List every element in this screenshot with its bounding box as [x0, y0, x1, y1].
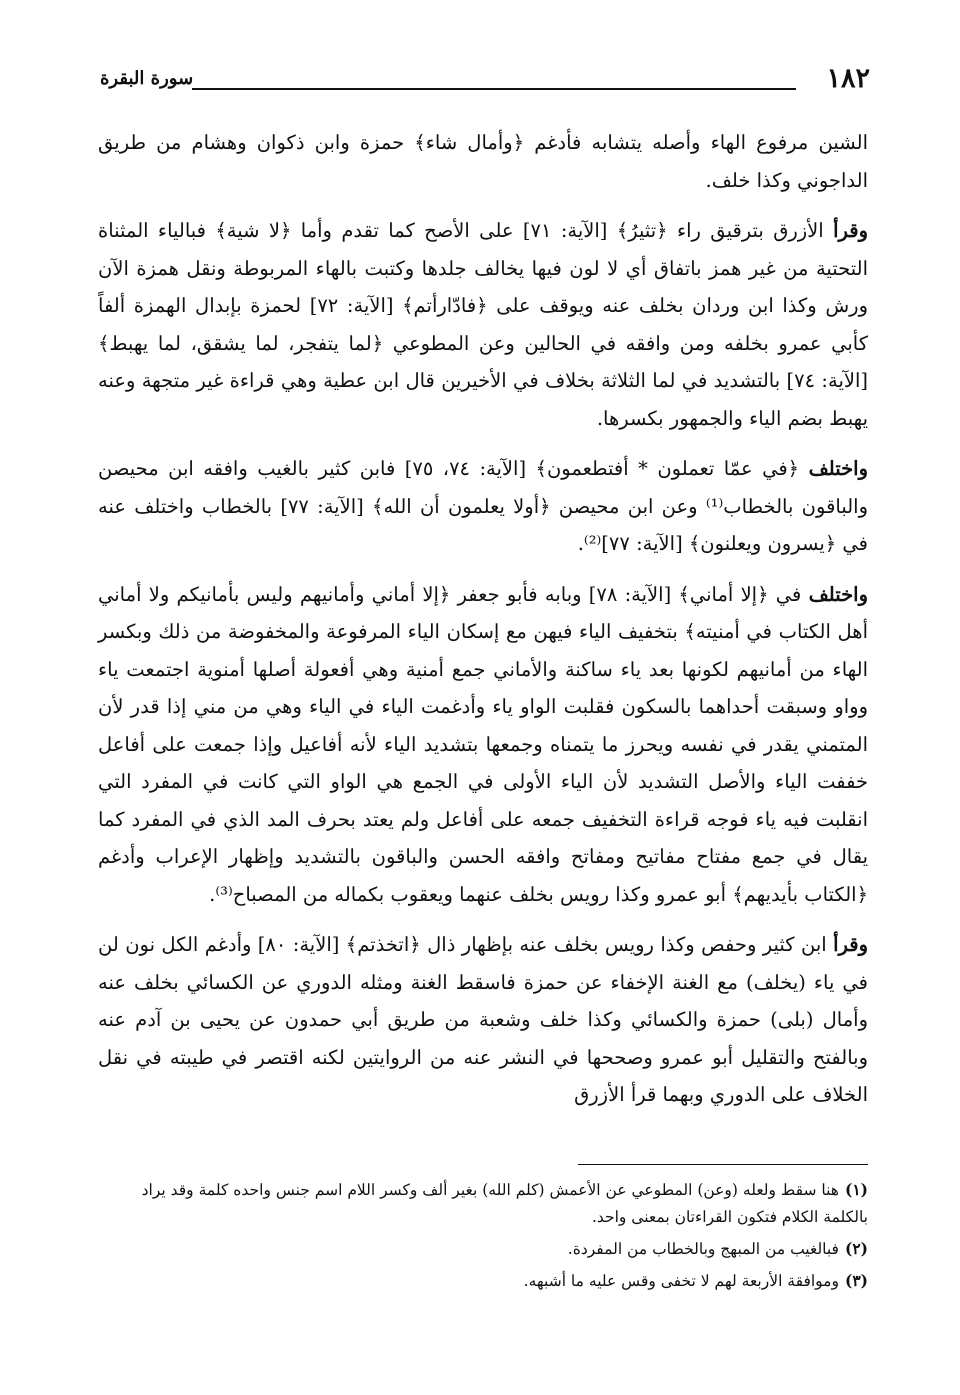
paragraph-text: ﴿في عمّا تعملون * أفتطعمون﴾ [الآية: ٧٤، ٧٥] فابن كثير بالغيب وافقه ابن محيصن والباقون بالخطاب⁽¹⁾ وعن ابن محيصن ﴿أولا يعلمون أن الله﴾ [الآية: ٧٧] بالخطاب واختلف عنه في ﴿يسرون ويعلنون﴾ [الآية: ٧٧]⁽²⁾.: [98, 457, 868, 555]
footnote-number: (١): [844, 1180, 868, 1199]
page-number: ١٨٢: [826, 63, 870, 94]
surah-title: سورة البقرة: [100, 68, 194, 89]
main-text: [98, 124, 868, 1127]
paragraph: [98, 450, 868, 563]
footnote-number: (٢): [844, 1239, 868, 1258]
paragraph-lead: واختلف: [808, 457, 868, 480]
paragraph-text: ابن كثير وحفص وكذا رويس بخلف عنه بإظهار ذال ﴿اتخذتم﴾ [الآية: ٨٠] وأدغم الكل نون لن في ياء (يخلف) مع الغنة الإخفاء عن حمزة فاسقط الغنة ومثله الدوري عن الكسائي بخلف عنه وأمال (بلى) حمزة والكسائي وكذا خلف وشعبة من طريق أبي حمدون عن يحيى بن آدم عنه وبالفتح والتقليل أبو عمرو وصححها في النشر عنه من الروايتين لكنه اقتصر في طيبته في نقل الخلاف على الدوري وبهما قرأ الأزرق: [98, 933, 868, 1106]
footnote: [98, 1176, 868, 1231]
paragraph: [98, 576, 868, 914]
paragraph-text: في ﴿إلا أماني﴾ [الآية: ٧٨] وبابه فأبو جعفر ﴿إلا أماني وأمانيهم وليس بأمانيكم ولا أماني أهل الكتاب في أمنيته﴾ بتخفيف الياء فيهن مع إسكان الياء المرفوعة والمخفوضة من ذلك وبكسر الهاء من أمانيهم لكونها بعد ياء ساكنة والأماني جمع أمنية وهي أفعولة أصلها أمنوية اجتمعت ياء وواو وسبقت أحداهما بالسكون فقلبت الواو ياء وأدغمت الياء في الياء وهي من مني إذا قدر لأن المتمني يقدر في نفسه ويحرز ما يتمناه وجمعها بتشديد الياء لأنه أفاعيل وإذا جمعت على أفاعل خففت الياء والأصل التشديد لأن الياء الأولى في الجمع هي الواو التي كانت في المفرد التي انقلبت فيه ياء فوجه قراءة التخفيف جمعه على أفاعل ولم يعتد بحرف المد الذي في المفرد كما يقال في جمع مفتاح مفاتيح ومفاتح وافقه الحسن والباقون بالتشديد وإظهار الإعراب وأدغم ﴿الكتاب بأيديهم﴾ أبو عمرو وكذا رويس بخلف عنهما ويعقوب بكماله من المصباح⁽³⁾.: [98, 582, 868, 906]
paragraph-lead: واختلف: [808, 582, 868, 606]
footnote: [98, 1267, 868, 1295]
paragraph-text: الشين مرفوع الهاء وأصله يتشابه فأدغم ﴿وأمال شاء﴾ حمزة وابن ذكوان وهشام من طريق الداجوني وكذا خلف.: [98, 131, 868, 192]
paragraph-lead: وقرأ: [833, 219, 868, 242]
paragraph: [98, 124, 868, 199]
footnote-divider: [578, 1164, 868, 1165]
footnote-text: وموافقة الأربعة لهم لا تخفى وقس عليه ما أشبهه.: [523, 1272, 839, 1290]
footnote-text: هنا سقط ولعله (وعن) المطوعي عن الأعمش (كلم الله) بغير ألف وكسر اللام اسم جنس واحده كلمة وقد يراد بالكلمة الكلام فتكون القراءتان بمعنى واحد.: [141, 1181, 868, 1226]
footnote: [98, 1235, 868, 1263]
paragraph: [98, 926, 868, 1114]
footnote-number: (٣): [844, 1271, 868, 1290]
header-rule: [192, 88, 796, 90]
footnote-text: فبالغيب من المبهج وبالخطاب من المفردة.: [567, 1240, 839, 1258]
paragraph-text: الأزرق بترقيق راء ﴿تثيرُ﴾ [الآية: ٧١] على الأصح كما تقدم وأما ﴿لا شية﴾ فبالياء المثناة التحتية من غير همز باتفاق أي لا لون فيها يخالف جلدها وكتبت بالهاء المربوطة ونقل همزة الآن ورش وكذا ابن وردان بخلف عنه ويوقف على ﴿فادّارأتم﴾ [الآية: ٧٢] لحمزة بإبدال الهمزة ألفاً كأبي عمرو بخلفه ومن وافقه في الحالين وعن المطوعي ﴿لما يتفجر، لما يشقق، لما يهبط﴾ [الآية: ٧٤] بالتشديد في لما الثلاثة بخلاف في الأخيرين قال ابن عطية وهي قراءة غير متجهة وعنه يهبط بضم الياء والجمهور بكسرها.: [98, 219, 869, 430]
footnotes: [98, 1176, 868, 1299]
paragraph: [98, 212, 868, 437]
page-header: [100, 62, 870, 96]
paragraph-lead: وقرأ: [833, 933, 868, 956]
